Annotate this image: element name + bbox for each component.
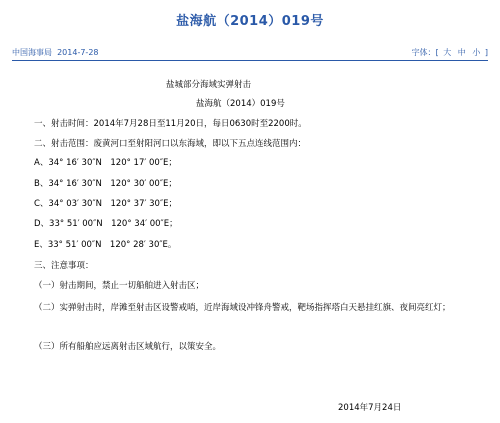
font-size-small-link[interactable]: 小 [472,48,481,57]
bracket-close: ] [484,48,488,57]
font-size-label: 字体： [411,48,436,57]
section-firing-time: 一、射击时间：2014年7月28日至11月20日，每日0630时至2200时。 [34,119,307,129]
font-size-switcher [412,47,488,58]
article-doc-number: 盐海航（2014）019号 [196,99,285,109]
section-firing-range: 二、射击范围：废黄河口至射阳河口以东海域，即以下五点连线范围内： [34,139,307,149]
section-precautions: 三、注意事项： [34,261,94,271]
coordinate-point-e: E、33° 51′ 00″N 120° 28′ 30″E。 [34,240,177,250]
article-meta-bar [12,47,488,61]
source-agency: 中国海事局 [12,48,52,57]
precaution-note-3: （三）所有船舶应远离射击区域航行，以策安全。 [34,342,222,352]
article-heading: 盐城部分海域实弹射击 [166,80,252,90]
coordinate-point-d: D、33° 51′ 00″N 120° 34′ 00″E； [34,219,178,229]
header-divider [12,60,488,61]
sign-date: 2014年7月24日 [338,403,402,413]
coordinate-point-b: B、34° 16′ 30″N 120° 30′ 00″E； [34,179,177,189]
precaution-note-1: （一）射击期间，禁止一切船舶进入射击区； [34,281,205,291]
article-source-date [12,47,99,58]
font-size-medium-link[interactable]: 中 [457,48,466,57]
publish-date: 2014-7-28 [57,48,99,57]
precaution-note-2: （二）实弹射击时，岸滩至射击区设警戒哨，近岸海域设冲锋舟警戒，靶场指挥塔白天悬挂红旗、夜间亮红灯； [34,303,451,313]
bracket-open: [ [435,48,439,57]
coordinate-point-c: C、34° 03′ 30″N 120° 37′ 30″E； [34,199,177,209]
coordinate-point-a: A、34° 16′ 30″N 120° 17′ 00″E； [34,158,177,168]
font-size-large-link[interactable]: 大 [443,48,452,57]
page-title: 盐海航（2014）019号 [176,14,324,29]
